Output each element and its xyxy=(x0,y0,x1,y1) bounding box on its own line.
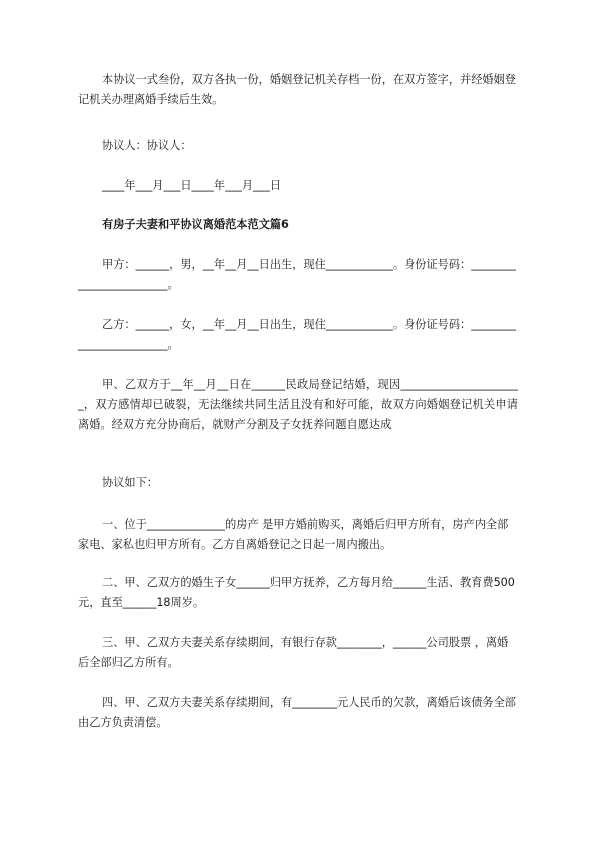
paragraph-signatories: 协议人：协议人： xyxy=(102,139,192,152)
clause-2-child: 二、甲、乙双方的婚生子女______归甲方抚养，乙方每月给______生活、教育费500元，直至______18周岁。 xyxy=(78,576,515,609)
paragraph-background: 甲、乙双方于__年__月__日在______民政局登记结婚，现因______________________，双方感情却已破裂，无法继续共同生活且没有和好可能，故双方向婚姻登记机关申请离婚。经双方充分协商后，就财产分割及子女抚养问题自愿达成 xyxy=(78,378,518,431)
section-heading: 有房子夫妻和平协议离婚范本范文篇6 xyxy=(102,218,289,231)
paragraph-party-b: 乙方：______，女，__年__月__日出生，现住____________。身份证号码：________________________。 xyxy=(78,318,516,351)
paragraph-effectiveness: 本协议一式叁份，双方各执一份，婚姻登记机关存档一份，在双方签字，并经婚姻登记机关办理离婚手续后生效。 xyxy=(78,73,516,106)
paragraph-agreement-intro: 协议如下： xyxy=(102,476,158,489)
clause-3-savings: 三、甲、乙双方夫妻关系存续期间，有银行存款________，______公司股票 ，离婚后全部归乙方所有。 xyxy=(78,636,509,669)
clause-4-debt: 四、甲、乙双方夫妻关系存续期间，有________元人民币的欠款，离婚后该债务全部由乙方负责清偿。 xyxy=(78,696,516,729)
paragraph-party-a: 甲方：______，男，__年__月__日出生，现住____________。身份证号码：________________________。 xyxy=(78,258,516,291)
clause-1-property: 一、位于______________的房产 是甲方婚前购买，离婚后归甲方所有，房产内全部家电、家私也归甲方所有。乙方自离婚登记之日起一周内搬出。 xyxy=(78,518,509,551)
paragraph-date-line: ____年___月___日____年___月___日 xyxy=(102,179,282,192)
